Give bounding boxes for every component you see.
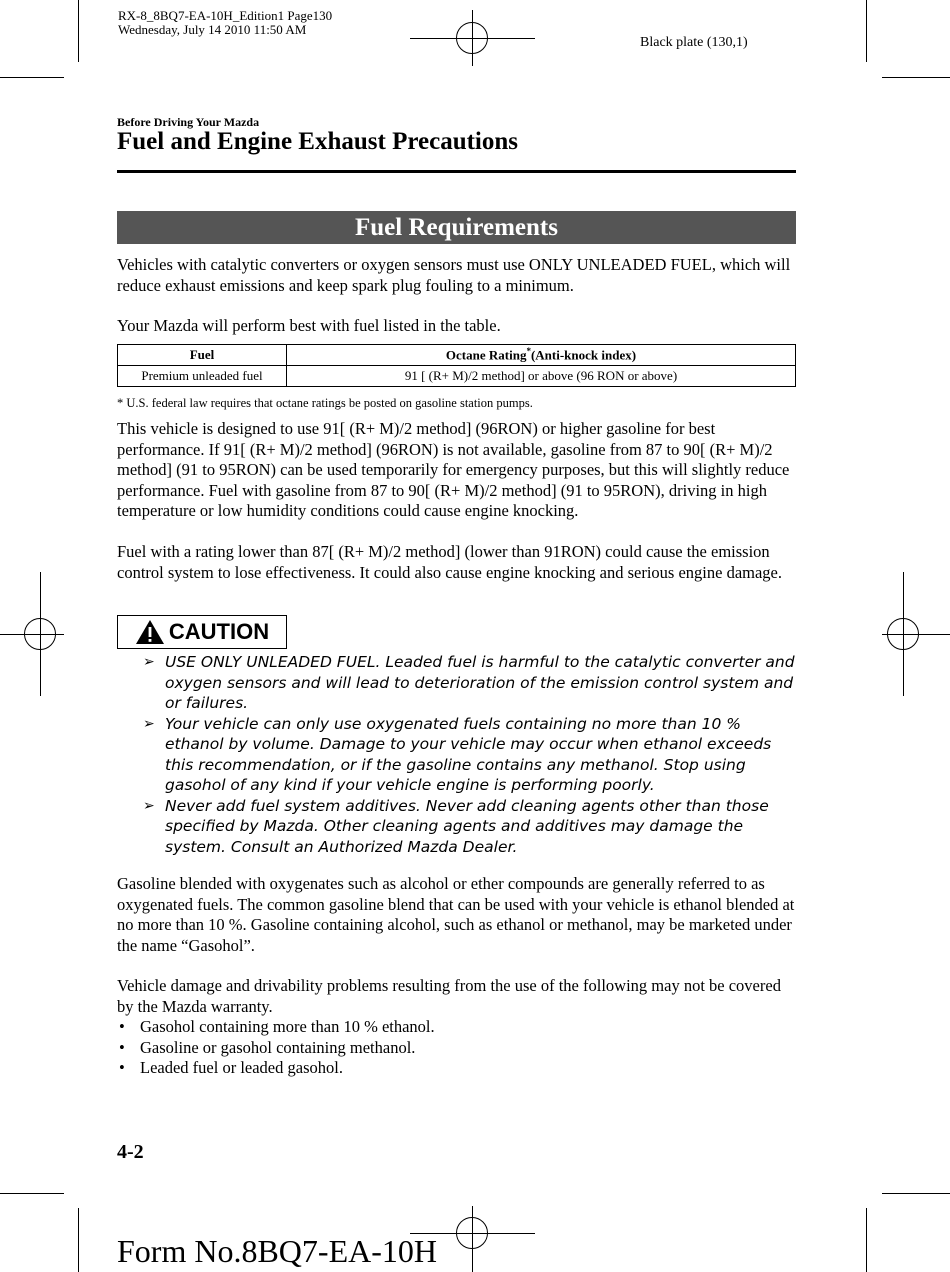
paragraph-low-rating: Fuel with a rating lower than 87[ (R+ M)/2 method] (lower than 91RON) could cause the emission control system to lose effectiveness. It could also cause engine knocking and serious engine damage. (117, 542, 783, 582)
warranty-exclusion-list (117, 1017, 797, 1079)
registration-mark-bottom (456, 1217, 488, 1249)
page-title: Fuel and Engine Exhaust Precautions (117, 128, 519, 155)
table-header-row (118, 345, 796, 366)
caution-list (143, 652, 803, 857)
plate-label: Black plate (130,1) (640, 35, 748, 50)
registration-mark-left (24, 618, 56, 650)
footnote: * U.S. federal law requires that octane ratings be posted on gasoline station pumps. (117, 396, 533, 410)
print-header-line2: Wednesday, July 14 2010 11:50 AM (118, 22, 307, 37)
caution-label-box (117, 615, 287, 649)
bullet-dot-icon: • (119, 1017, 125, 1036)
header-octane (287, 345, 796, 366)
paragraph-unleaded: Vehicles with catalytic converters or oxygen sensors must use ONLY UNLEADED FUEL, which will reduce exhaust emissions and keep spark plug fouling to a minimum. (117, 255, 791, 295)
crop-mark-bottom-right-vertical (866, 1208, 867, 1272)
header-octane-suffix: (Anti-knock index) (530, 347, 637, 363)
paragraph-oxygenates: Gasoline blended with oxygenates such as alcohol or ether compounds are generally referred to as oxygenated fuels. The common gasoline blend that can be used with your vehicle is ethanol blended at no more than 10 %. Gasoline containing alcohol, such as ethanol or methanol, may be marketed under the name “Gasohol”. (117, 874, 795, 955)
list-item (117, 1038, 797, 1059)
table-row (118, 366, 796, 387)
registration-mark-right (887, 618, 919, 650)
caution-label: CAUTION (168, 619, 270, 644)
caution-item (143, 796, 803, 858)
paragraph-table-intro: Your Mazda will perform best with fuel listed in the table. (117, 316, 501, 335)
form-number: Form No.8BQ7-EA-10H (117, 1233, 437, 1269)
caution-item-text: USE ONLY UNLEADED FUEL. Leaded fuel is harmful to the catalytic converter and oxygen sensors and will lead to deterioration of the emission control system and or failures. (165, 653, 795, 712)
print-header-line1: RX-8_8BQ7-EA-10H_Edition1 Page130 (118, 8, 333, 23)
paragraph-octane-design: This vehicle is designed to use 91[ (R+ M)/2 method] (96RON) or higher gasoline for best performance. If 91[ (R+ M)/2 method] (96RON) is not available, gasoline from 87 to 90[ (R+ M)/2 method] (91 to 95RON) can be used temporarily for emergency purposes, but this will slightly reduce performance. Fuel with gasoline from 87 to 90[ (R+ M)/2 method] (91 to 95RON), driving in high temperature or low humidity conditions could cause engine knocking. (117, 419, 790, 520)
paragraph-warranty: Vehicle damage and drivability problems resulting from the use of the following may not be covered by the Mazda warranty. (117, 976, 781, 1016)
list-item-text: Gasoline or gasohol containing methanol. (140, 1037, 416, 1057)
crop-mark-bottom-left-horizontal (0, 1193, 64, 1194)
page-number: 4-2 (117, 1141, 144, 1163)
header-fuel (118, 345, 287, 366)
caution-item (143, 714, 803, 796)
caution-item-text: Your vehicle can only use oxygenated fuels containing no more than 10 % ethanol by volume. Damage to your vehicle may occur when ethanol exceeds this recommendation, or if the gasoline contains any methanol. Stop using gasohol of any kind if your vehicle engine is performing poorly. (165, 714, 772, 794)
arrow-bullet-icon: ➢ (143, 715, 155, 732)
registration-mark-top (456, 22, 488, 54)
arrow-bullet-icon: ➢ (143, 797, 155, 814)
cell-octane: 91 [ (R+ M)/2 method] or above (96 RON or above) (287, 366, 796, 387)
crop-mark-bottom-right-horizontal (882, 1193, 950, 1194)
crop-mark-top-left-horizontal (0, 77, 64, 78)
list-item (117, 1017, 797, 1038)
crop-mark-top-right-horizontal (882, 77, 950, 78)
crop-mark-top-right-vertical (866, 0, 867, 62)
section-label: Before Driving Your Mazda (117, 115, 260, 129)
caution-item (143, 652, 803, 714)
caution-item-text: Never add fuel system additives. Never add cleaning agents other than those specified by Mazda. Other cleaning agents and additives may damage the system. Consult an Authorized Mazda Dealer. (165, 796, 769, 856)
warning-triangle-icon (135, 619, 165, 645)
cell-fuel: Premium unleaded fuel (118, 366, 287, 387)
list-item (117, 1058, 797, 1079)
title-rule (117, 170, 796, 173)
header-fuel-label: Fuel (189, 347, 215, 362)
section-banner: Fuel Requirements (117, 211, 796, 244)
bullet-dot-icon: • (119, 1037, 125, 1057)
crop-mark-top-left-vertical (78, 0, 79, 62)
list-item-text: Gasohol containing more than 10 % ethanol. (140, 1017, 435, 1036)
bullet-dot-icon: • (119, 1058, 125, 1077)
header-octane-label: Octane Rating (445, 347, 527, 363)
crop-mark-bottom-left-vertical (78, 1208, 79, 1272)
fuel-table (117, 344, 796, 387)
list-item-text: Leaded fuel or leaded gasohol. (140, 1058, 343, 1077)
footnote-marker: * (526, 346, 531, 357)
arrow-bullet-icon: ➢ (143, 654, 155, 670)
